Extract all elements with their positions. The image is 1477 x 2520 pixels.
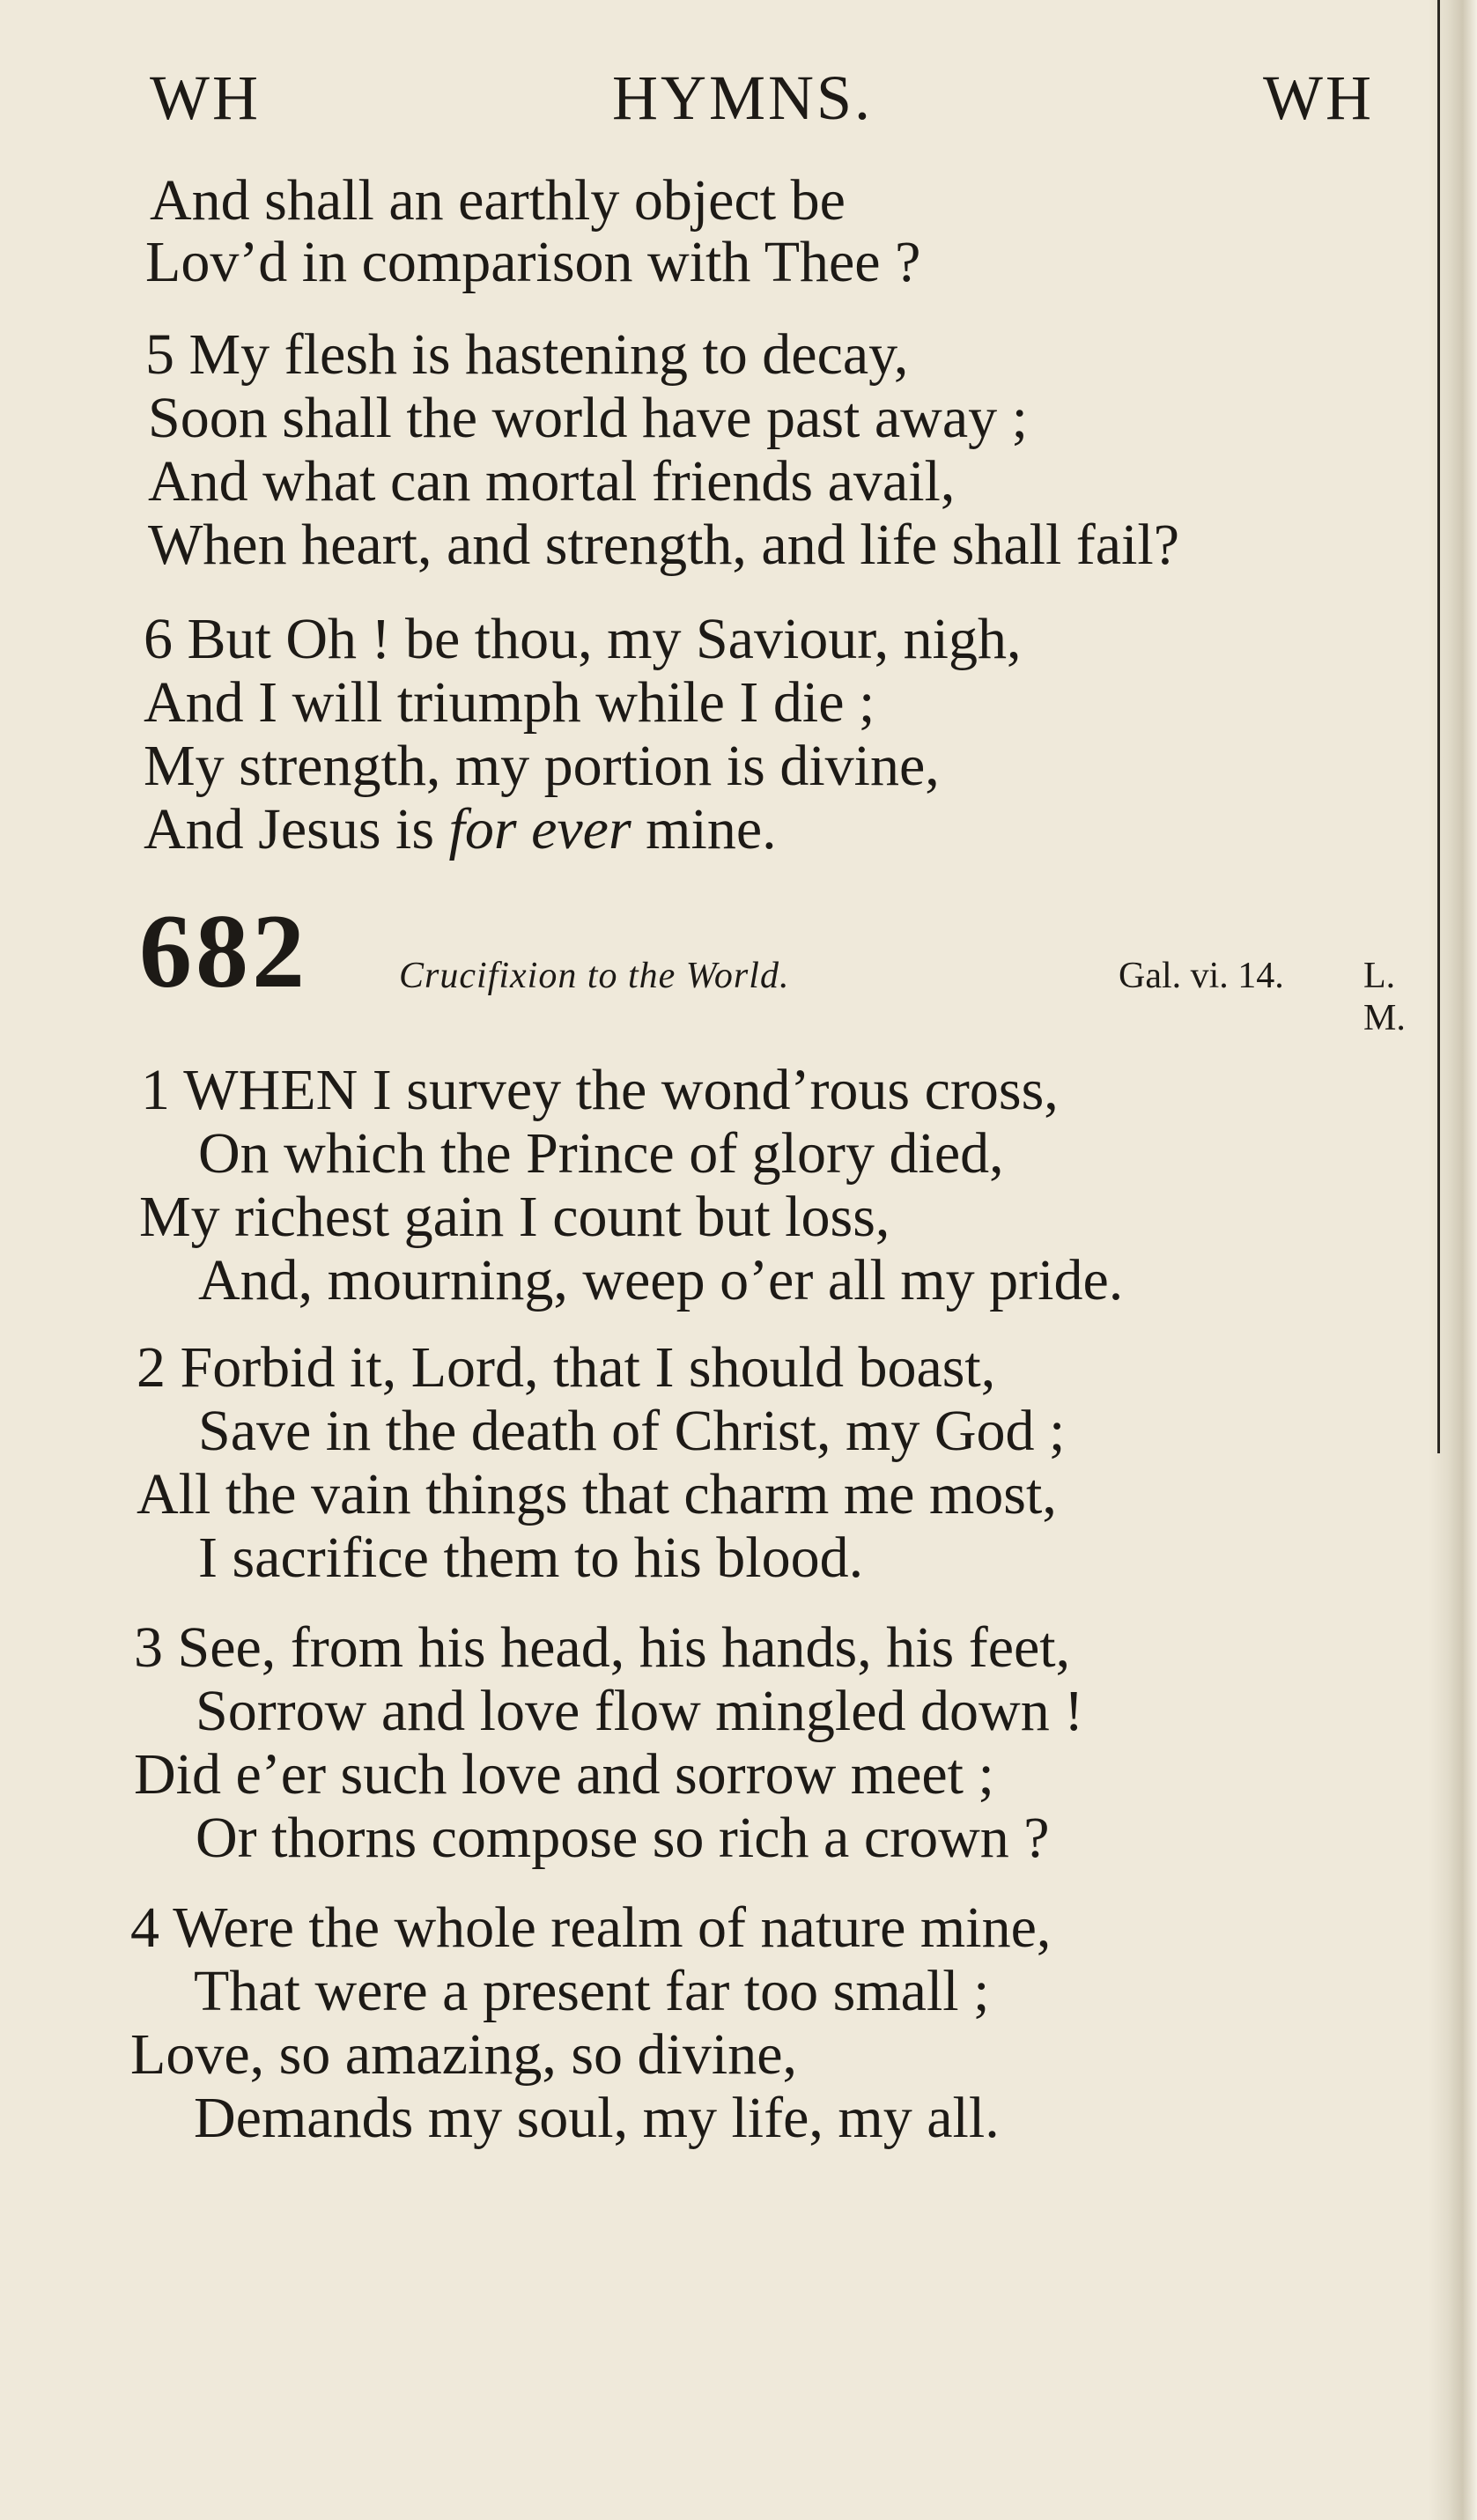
verse-line: Soon shall the world have past away ; — [148, 386, 1028, 450]
scripture-reference: Gal. vi. 14. — [1119, 956, 1284, 996]
verse-text-italic: for ever — [448, 797, 631, 861]
header-left: WH — [150, 63, 261, 133]
verse-line: 5 My flesh is hastening to decay, — [145, 322, 909, 387]
verse-line: And, mourning, weep o’er all my pride. — [198, 1248, 1124, 1312]
verse-line-last — [144, 797, 777, 861]
verse-line: On which the Prince of glory died, — [198, 1121, 1004, 1186]
verse-line: Sorrow and love flow mingled down ! — [196, 1679, 1084, 1743]
header-center: HYMNS. — [612, 63, 874, 133]
verse-line: Save in the death of Christ, my God ; — [198, 1399, 1066, 1463]
verse-line: My strength, my portion is divine, — [144, 734, 940, 798]
verse-line: 1 WHEN I survey the wond’rous cross, — [141, 1058, 1059, 1122]
verse-text: And Jesus is — [144, 797, 449, 861]
verse-line: Demands my soul, my life, my all. — [194, 2086, 1000, 2150]
verse-line: 6 But Oh ! be thou, my Saviour, nigh, — [144, 607, 1022, 671]
verse-line: Love, so amazing, so divine, — [130, 2022, 798, 2087]
verse-line: And what can mortal friends avail, — [148, 449, 956, 514]
header-right: WH — [1263, 63, 1374, 133]
page-gutter — [1429, 0, 1477, 2520]
gutter-edge-line — [1437, 0, 1440, 1453]
verse-line: All the vain things that charm me most, — [137, 1462, 1057, 1526]
hymn-heading — [139, 892, 1406, 1038]
verse-line: Did e’er such love and sorrow meet ; — [134, 1742, 994, 1807]
verse-line: That were a present far too small ; — [194, 1959, 990, 2023]
verse-line: 4 Were the whole realm of nature mine, — [130, 1896, 1052, 1960]
verse-line: And shall an earthly object be — [150, 168, 846, 233]
verse-line: Or thorns compose so rich a crown ? — [196, 1806, 1050, 1870]
verse-line: 3 See, from his head, his hands, his feet, — [134, 1615, 1071, 1680]
verse-line: And I will triumph while I die ; — [144, 670, 875, 735]
verse-line: My richest gain I count but loss, — [139, 1185, 890, 1249]
verse-line: I sacrifice them to his blood. — [198, 1526, 864, 1590]
verse-text: mine. — [631, 797, 777, 861]
hymn-number: 682 — [139, 892, 308, 1009]
running-header — [150, 62, 1374, 141]
hymn-meter: L. M. — [1363, 956, 1406, 1038]
hymn-title: Crucifixion to the World. — [399, 956, 790, 996]
verse-line: When heart, and strength, and life shall fail? — [148, 513, 1180, 577]
verse-line: Lov’d in comparison with Thee ? — [145, 230, 921, 294]
verse-line: 2 Forbid it, Lord, that I should boast, — [137, 1335, 996, 1400]
